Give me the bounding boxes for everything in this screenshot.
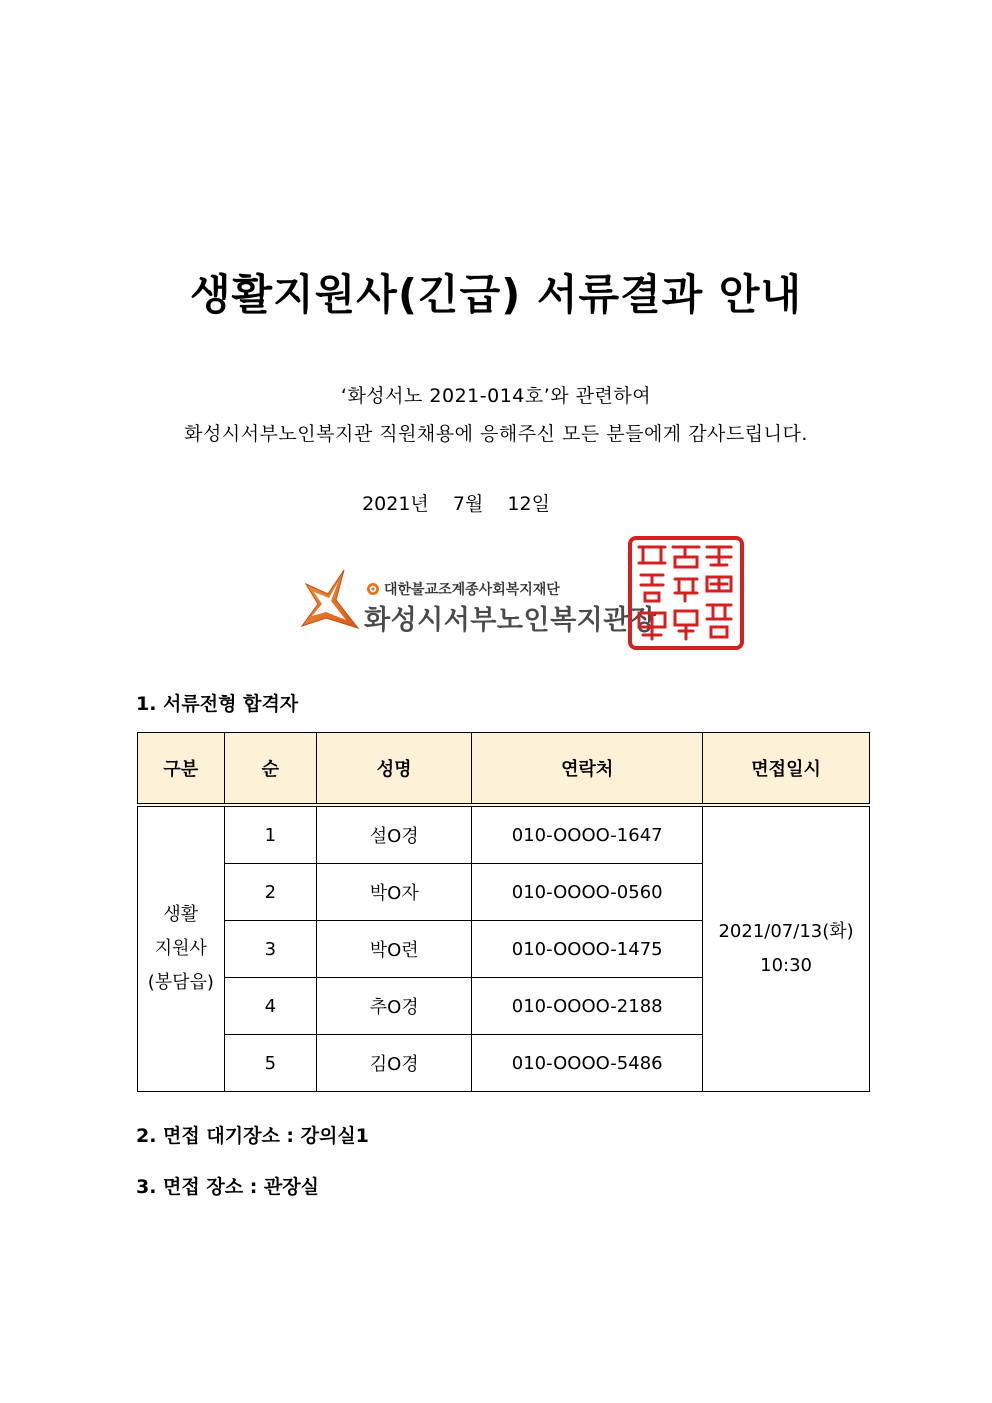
- row-number: 4: [224, 978, 317, 1035]
- row-name: 추O경: [317, 978, 472, 1035]
- row-phone: 010-OOOO-1475: [472, 921, 703, 978]
- interview-time: 10:30: [760, 955, 813, 976]
- row-phone: 010-OOOO-5486: [472, 1035, 703, 1092]
- row-phone: 010-OOOO-0560: [472, 864, 703, 921]
- category-line: 지원사: [154, 938, 207, 959]
- header-interview-datetime: 면접일시: [703, 733, 870, 806]
- intro-thanks-line: 화성시서부노인복지관 직원채용에 응해주신 모든 분들에게 감사드립니다.: [184, 423, 808, 445]
- category-line: 생활: [163, 904, 199, 925]
- row-number: 5: [224, 1035, 317, 1092]
- table-row: [138, 805, 870, 864]
- category-cell: [138, 805, 225, 1092]
- table-header-row: [138, 733, 870, 806]
- header-category: 구분: [138, 733, 225, 806]
- row-number: 1: [224, 805, 317, 864]
- organization-director-title: 화성시서부노인복지관장: [364, 605, 657, 636]
- foundation-name: [366, 579, 560, 599]
- row-phone: 010-OOOO-2188: [472, 978, 703, 1035]
- interview-date: 2021/07/13(화): [718, 921, 854, 942]
- section-heading-passers: 1. 서류전형 합격자: [136, 693, 299, 715]
- results-table: [137, 732, 870, 1092]
- organization-logo-icon: [300, 568, 360, 638]
- header-name: 성명: [317, 733, 472, 806]
- row-phone: 010-OOOO-1647: [472, 805, 703, 864]
- dharma-wheel-icon: [366, 582, 380, 596]
- row-name: 박O련: [317, 921, 472, 978]
- header-number: 순: [224, 733, 317, 806]
- document-date: 2021년 7월 12일: [362, 493, 550, 515]
- category-line: (봉담읍): [147, 972, 214, 993]
- section-heading-interview-room: 3. 면접 장소 : 관장실: [136, 1176, 319, 1198]
- header-contact: 연락처: [472, 733, 703, 806]
- official-seal-icon: [627, 535, 745, 651]
- foundation-name-text: 대한불교조계종사회복지재단: [384, 582, 560, 598]
- row-name: 설O경: [317, 805, 472, 864]
- intro-reference-line: ‘화성서노 2021-014호’와 관련하여: [340, 385, 652, 407]
- section-heading-waiting-room: 2. 면접 대기장소 : 강의실1: [136, 1125, 369, 1147]
- row-number: 2: [224, 864, 317, 921]
- row-name: 박O자: [317, 864, 472, 921]
- row-name: 김O경: [317, 1035, 472, 1092]
- row-number: 3: [224, 921, 317, 978]
- document-title: 생활지원사(긴급) 서류결과 안내: [189, 270, 803, 319]
- interview-schedule-cell: [703, 805, 870, 1092]
